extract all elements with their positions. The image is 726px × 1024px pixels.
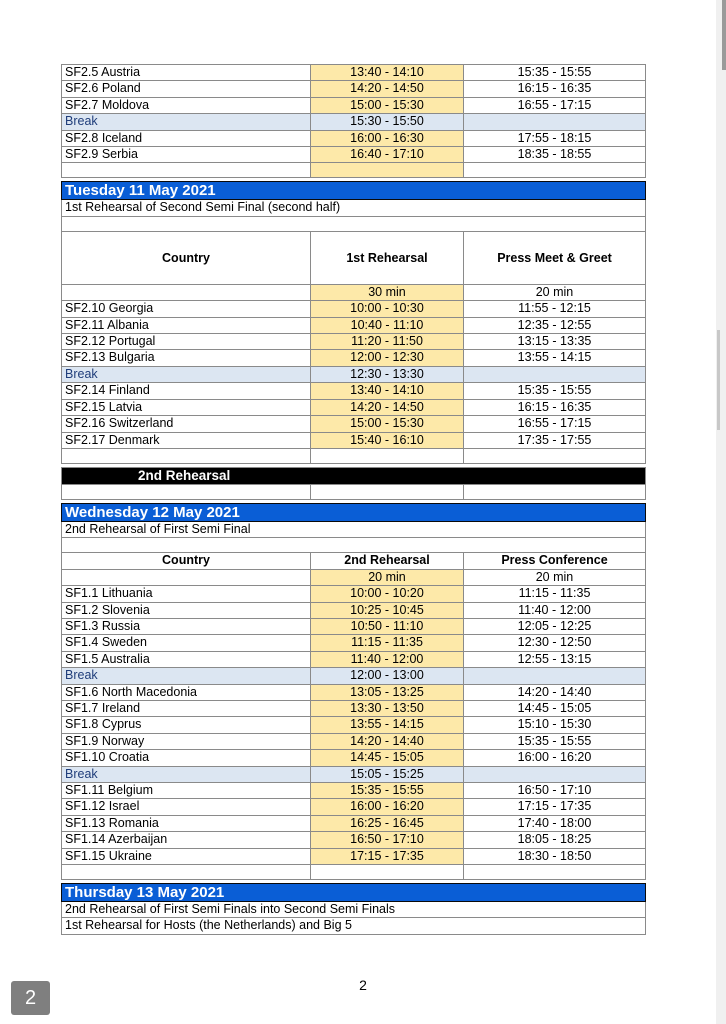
schedule-row (62, 799, 646, 815)
rehearsal-time-cell: 13:05 - 13:25 (311, 684, 464, 700)
schedule-row (62, 832, 646, 848)
duration-rehearsal: 20 min (311, 569, 464, 585)
rehearsal-time-cell: 13:55 - 14:15 (311, 717, 464, 733)
empty-cell (464, 484, 646, 499)
country-cell: SF1.11 Belgium (62, 783, 311, 799)
rehearsal-time-cell: 10:25 - 10:45 (311, 602, 464, 618)
break-label: Break (62, 668, 311, 684)
break-row (62, 114, 646, 130)
press-time-cell (464, 668, 646, 684)
country-cell: SF2.17 Denmark (62, 432, 311, 448)
day-subtitle: 1st Rehearsal for Hosts (the Netherlands) and Big 5 (62, 918, 646, 934)
break-row (62, 366, 646, 382)
country-cell: SF1.7 Ireland (62, 700, 311, 716)
rehearsal-time-cell: 16:00 - 16:30 (311, 130, 464, 146)
tuesday-table (61, 181, 646, 463)
schedule-sheet (61, 64, 645, 935)
press-time-cell: 12:55 - 13:15 (464, 651, 646, 667)
schedule-row (62, 783, 646, 799)
break-label: Break (62, 366, 311, 382)
press-time-cell: 17:15 - 17:35 (464, 799, 646, 815)
empty-cell (311, 865, 464, 880)
press-time-cell: 17:55 - 18:15 (464, 130, 646, 146)
duration-press: 20 min (464, 569, 646, 585)
empty-row (62, 216, 646, 231)
duration-rehearsal: 30 min (311, 284, 464, 300)
schedule-row (62, 383, 646, 399)
rehearsal-time-cell: 15:00 - 15:30 (311, 416, 464, 432)
empty-cell (311, 163, 464, 178)
schedule-rows (62, 586, 646, 865)
break-row (62, 668, 646, 684)
rehearsal-time-cell: 11:15 - 11:35 (311, 635, 464, 651)
country-cell: SF1.12 Israel (62, 799, 311, 815)
rehearsal-time-cell: 13:40 - 14:10 (311, 383, 464, 399)
column-header-row (62, 231, 646, 284)
rehearsal-time-cell: 11:20 - 11:50 (311, 334, 464, 350)
page-badge[interactable]: 2 (11, 981, 50, 1015)
rehearsal-time-cell: 13:40 - 14:10 (311, 65, 464, 81)
empty-cell (464, 448, 646, 463)
press-time-cell: 11:40 - 12:00 (464, 602, 646, 618)
press-time-cell (464, 366, 646, 382)
press-time-cell: 16:55 - 17:15 (464, 416, 646, 432)
press-time-cell: 11:55 - 12:15 (464, 301, 646, 317)
scroll-marker (722, 0, 726, 70)
subtitle-row (62, 902, 646, 918)
country-cell: SF1.9 Norway (62, 733, 311, 749)
country-cell: SF1.14 Azerbaijan (62, 832, 311, 848)
press-time-cell: 12:05 - 12:25 (464, 618, 646, 634)
schedule-row (62, 700, 646, 716)
break-label: Break (62, 766, 311, 782)
day-header (62, 884, 646, 902)
empty-row (62, 163, 646, 178)
country-cell: SF2.15 Latvia (62, 399, 311, 415)
day-title: Thursday 13 May 2021 (62, 884, 646, 902)
press-time-cell: 17:40 - 18:00 (464, 815, 646, 831)
empty-row (62, 865, 646, 880)
schedule-rows (62, 65, 646, 163)
break-row (62, 766, 646, 782)
country-cell: SF1.3 Russia (62, 618, 311, 634)
country-cell: SF1.6 North Macedonia (62, 684, 311, 700)
column-header-country: Country (62, 553, 311, 569)
empty-cell (311, 448, 464, 463)
page-edge (716, 0, 726, 1024)
column-header-rehearsal: 1st Rehearsal (311, 231, 464, 284)
second-rehearsal-banner-table (61, 467, 646, 500)
empty-cell (62, 865, 311, 880)
schedule-row (62, 618, 646, 634)
banner-label: 2nd Rehearsal (62, 467, 646, 484)
empty-cell (62, 216, 646, 231)
country-cell: SF1.15 Ukraine (62, 848, 311, 864)
schedule-row (62, 65, 646, 81)
press-time-cell: 15:35 - 15:55 (464, 65, 646, 81)
rehearsal-time-cell: 16:40 - 17:10 (311, 147, 464, 163)
empty-row (62, 484, 646, 499)
press-time-cell: 12:30 - 12:50 (464, 635, 646, 651)
thursday-table (61, 883, 646, 935)
schedule-row (62, 848, 646, 864)
schedule-row (62, 733, 646, 749)
press-time-cell (464, 114, 646, 130)
page-number: 2 (359, 977, 367, 993)
country-cell: SF2.14 Finland (62, 383, 311, 399)
rehearsal-time-cell: 12:30 - 13:30 (311, 366, 464, 382)
day-subtitle: 1st Rehearsal of Second Semi Final (second half) (62, 200, 646, 216)
rehearsal-time-cell: 14:20 - 14:50 (311, 399, 464, 415)
empty-cell (62, 448, 311, 463)
schedule-row (62, 399, 646, 415)
empty-cell (62, 163, 311, 178)
day-title: Tuesday 11 May 2021 (62, 182, 646, 200)
press-time-cell: 17:35 - 17:55 (464, 432, 646, 448)
duration-empty (62, 569, 311, 585)
rehearsal-time-cell: 10:00 - 10:20 (311, 586, 464, 602)
press-time-cell: 15:35 - 15:55 (464, 733, 646, 749)
schedule-row (62, 147, 646, 163)
subtitle-row (62, 521, 646, 537)
rehearsal-time-cell: 16:00 - 16:20 (311, 799, 464, 815)
day-header (62, 503, 646, 521)
schedule-row (62, 717, 646, 733)
country-cell: SF1.4 Sweden (62, 635, 311, 651)
country-cell: SF2.9 Serbia (62, 147, 311, 163)
rehearsal-time-cell: 14:20 - 14:40 (311, 733, 464, 749)
empty-cell (62, 484, 311, 499)
press-time-cell: 12:35 - 12:55 (464, 317, 646, 333)
rehearsal-time-cell: 10:40 - 11:10 (311, 317, 464, 333)
rehearsal-time-cell: 12:00 - 12:30 (311, 350, 464, 366)
press-time-cell (464, 766, 646, 782)
schedule-row (62, 815, 646, 831)
rehearsal-time-cell: 16:25 - 16:45 (311, 815, 464, 831)
subtitle-row (62, 200, 646, 216)
subtitle-row (62, 918, 646, 934)
empty-row (62, 448, 646, 463)
country-cell: SF2.11 Albania (62, 317, 311, 333)
schedule-row (62, 334, 646, 350)
schedule-row (62, 684, 646, 700)
day-subtitle: 2nd Rehearsal of First Semi Final (62, 521, 646, 537)
rehearsal-time-cell: 17:15 - 17:35 (311, 848, 464, 864)
country-cell: SF2.12 Portugal (62, 334, 311, 350)
press-time-cell: 14:20 - 14:40 (464, 684, 646, 700)
country-cell: SF1.2 Slovenia (62, 602, 311, 618)
schedule-table-continued (61, 64, 646, 178)
schedule-row (62, 130, 646, 146)
rehearsal-time-cell: 15:30 - 15:50 (311, 114, 464, 130)
country-cell: SF1.13 Romania (62, 815, 311, 831)
press-time-cell: 14:45 - 15:05 (464, 700, 646, 716)
rehearsal-time-cell: 14:20 - 14:50 (311, 81, 464, 97)
schedule-row (62, 651, 646, 667)
rehearsal-time-cell: 15:35 - 15:55 (311, 783, 464, 799)
rehearsal-time-cell: 15:00 - 15:30 (311, 97, 464, 113)
country-cell: SF1.8 Cyprus (62, 717, 311, 733)
day-header (62, 182, 646, 200)
rehearsal-time-cell: 11:40 - 12:00 (311, 651, 464, 667)
country-cell: SF2.8 Iceland (62, 130, 311, 146)
column-header-country: Country (62, 231, 311, 284)
country-cell: SF2.5 Austria (62, 65, 311, 81)
column-header-press: Press Meet & Greet (464, 231, 646, 284)
schedule-row (62, 97, 646, 113)
country-cell: SF2.16 Switzerland (62, 416, 311, 432)
schedule-rows (62, 301, 646, 449)
rehearsal-time-cell: 16:50 - 17:10 (311, 832, 464, 848)
press-time-cell: 15:35 - 15:55 (464, 383, 646, 399)
press-time-cell: 16:15 - 16:35 (464, 399, 646, 415)
rehearsal-time-cell: 14:45 - 15:05 (311, 750, 464, 766)
schedule-row (62, 750, 646, 766)
rehearsal-time-cell: 10:50 - 11:10 (311, 618, 464, 634)
duration-row (62, 569, 646, 585)
country-cell: SF2.6 Poland (62, 81, 311, 97)
duration-row (62, 284, 646, 300)
empty-cell (311, 484, 464, 499)
schedule-row (62, 301, 646, 317)
day-title: Wednesday 12 May 2021 (62, 503, 646, 521)
empty-cell (464, 163, 646, 178)
column-header-row (62, 553, 646, 569)
country-cell: SF2.7 Moldova (62, 97, 311, 113)
press-time-cell: 16:00 - 16:20 (464, 750, 646, 766)
empty-cell (62, 538, 646, 553)
press-time-cell: 18:35 - 18:55 (464, 147, 646, 163)
country-cell: SF2.10 Georgia (62, 301, 311, 317)
country-cell: SF1.5 Australia (62, 651, 311, 667)
schedule-row (62, 635, 646, 651)
press-time-cell: 15:10 - 15:30 (464, 717, 646, 733)
scroll-marker-secondary (717, 330, 720, 430)
press-time-cell: 13:15 - 13:35 (464, 334, 646, 350)
column-header-press: Press Conference (464, 553, 646, 569)
duration-press: 20 min (464, 284, 646, 300)
schedule-row (62, 317, 646, 333)
duration-empty (62, 284, 311, 300)
rehearsal-time-cell: 15:05 - 15:25 (311, 766, 464, 782)
press-time-cell: 16:55 - 17:15 (464, 97, 646, 113)
rehearsal-time-cell: 15:40 - 16:10 (311, 432, 464, 448)
empty-row (62, 538, 646, 553)
rehearsal-time-cell: 10:00 - 10:30 (311, 301, 464, 317)
rehearsal-time-cell: 12:00 - 13:00 (311, 668, 464, 684)
press-time-cell: 16:50 - 17:10 (464, 783, 646, 799)
press-time-cell: 16:15 - 16:35 (464, 81, 646, 97)
schedule-row (62, 350, 646, 366)
press-time-cell: 11:15 - 11:35 (464, 586, 646, 602)
schedule-row (62, 416, 646, 432)
country-cell: SF2.13 Bulgaria (62, 350, 311, 366)
break-label: Break (62, 114, 311, 130)
schedule-row (62, 586, 646, 602)
schedule-row (62, 81, 646, 97)
schedule-row (62, 602, 646, 618)
column-header-rehearsal: 2nd Rehearsal (311, 553, 464, 569)
press-time-cell: 13:55 - 14:15 (464, 350, 646, 366)
day-subtitle: 2nd Rehearsal of First Semi Finals into Second Semi Finals (62, 902, 646, 918)
country-cell: SF1.1 Lithuania (62, 586, 311, 602)
wednesday-table (61, 503, 646, 880)
empty-cell (464, 865, 646, 880)
country-cell: SF1.10 Croatia (62, 750, 311, 766)
rehearsal-time-cell: 13:30 - 13:50 (311, 700, 464, 716)
section-banner (62, 467, 646, 484)
schedule-row (62, 432, 646, 448)
press-time-cell: 18:05 - 18:25 (464, 832, 646, 848)
press-time-cell: 18:30 - 18:50 (464, 848, 646, 864)
